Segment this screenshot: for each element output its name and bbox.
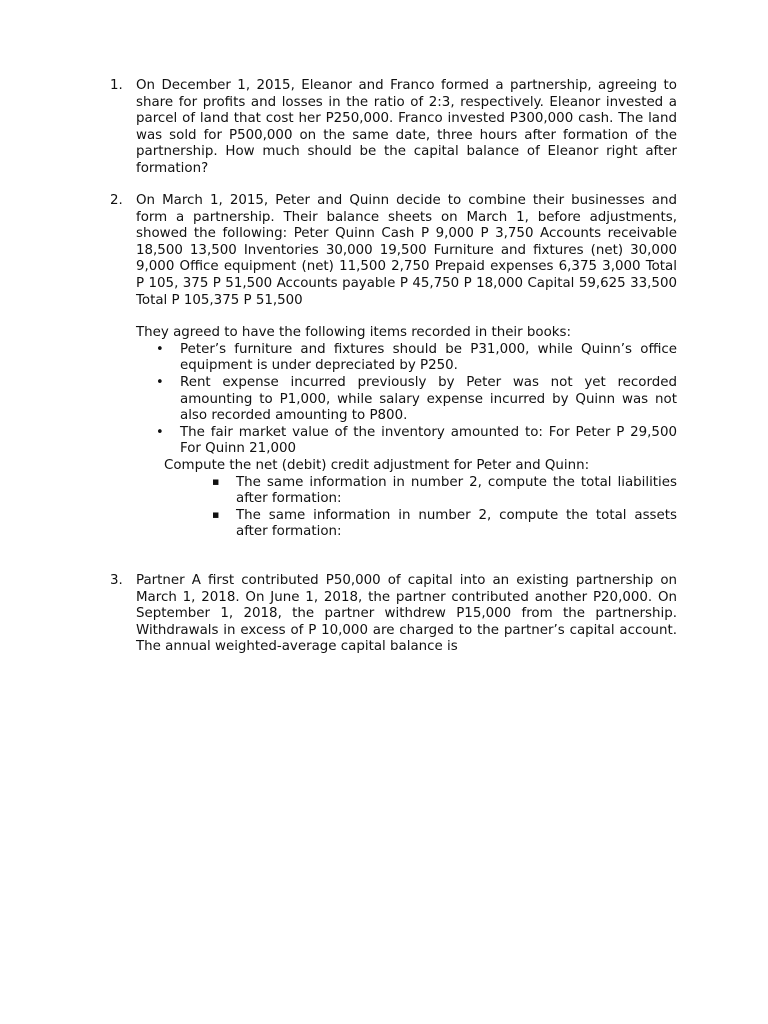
sub-item-text: The same information in number 2, compute the total assets after formation: (236, 507, 677, 540)
bullet-text: The fair market value of the inventory amounted to: For Peter P 29,500 For Quinn 21,000 (180, 424, 677, 457)
bullet-text: Rent expense incurred previously by Peter was not yet recorded amounting to P1,000, while salary expense incurred by Quinn was not also recorded amounting to P800. (180, 374, 677, 424)
agreement-intro: They agreed to have the following items recorded in their books: (136, 325, 572, 341)
question-1 (110, 78, 677, 178)
bullet-item (136, 375, 677, 425)
question-number: 1. (110, 78, 123, 93)
question-text: On March 1, 2015, Peter and Quinn decide to combine their businesses and form a partnership. Their balance sheets on March 1, before adjustments, showed the following: Peter Quinn Cash P 9,000 P 3,750 Accounts receivable 18,500 13,500 Inventories 30,000 19,500 Furniture and fixtures (net) 30,000 9,000 Office equipment (net) 11,500 2,750 Prepaid expenses 6,375 3,000 Total P 105, 375 P 51,500 Accounts payable P 45,750 P 18,000 Capital 59,625 33,500 Total P 105,375 P 51,500 (136, 193, 677, 308)
sub-item (136, 475, 677, 508)
square-bullet-icon: ▪ (212, 474, 220, 488)
question-2 (110, 193, 677, 541)
sub-item-text: The same information in number 2, compute the total liabilities after formation: (236, 474, 677, 507)
question-3 (110, 573, 677, 656)
square-bullet-icon: ▪ (212, 507, 220, 521)
question-text: On December 1, 2015, Eleanor and Franco formed a partnership, agreeing to share for profits and losses in the ratio of 2:3, respectively. Eleanor invested a parcel of land that cost her P250,000. Franco invested P300,000 cash. The land was sold for P500,000 on the same date, three hours after formation of the partnership. How much should be the capital balance of Eleanor right after formation? (136, 78, 677, 176)
sub-item (136, 508, 677, 541)
compute-instruction: Compute the net (debit) credit adjustment for Peter and Quinn: (164, 457, 590, 473)
question-text: Partner A first contributed P50,000 of capital into an existing partnership on March 1, 2018. On June 1, 2018, the partner contributed another P20,000. On September 1, 2018, the partner withdrew P15,000 from the partnership. Withdrawals in excess of P 10,000 are charged to the partner’s capital account. The annual weighted-average capital balance is (136, 573, 677, 655)
bullet-icon: • (156, 424, 164, 440)
bullet-item (136, 425, 677, 458)
bullet-item (136, 342, 677, 375)
question-number: 2. (110, 193, 123, 208)
bullet-icon: • (156, 374, 164, 390)
bullet-text: Peter’s furniture and fixtures should be P31,000, while Quinn’s office equipment is under depreciated by P250. (180, 341, 677, 374)
bullet-icon: • (156, 341, 164, 357)
question-number: 3. (110, 573, 123, 588)
